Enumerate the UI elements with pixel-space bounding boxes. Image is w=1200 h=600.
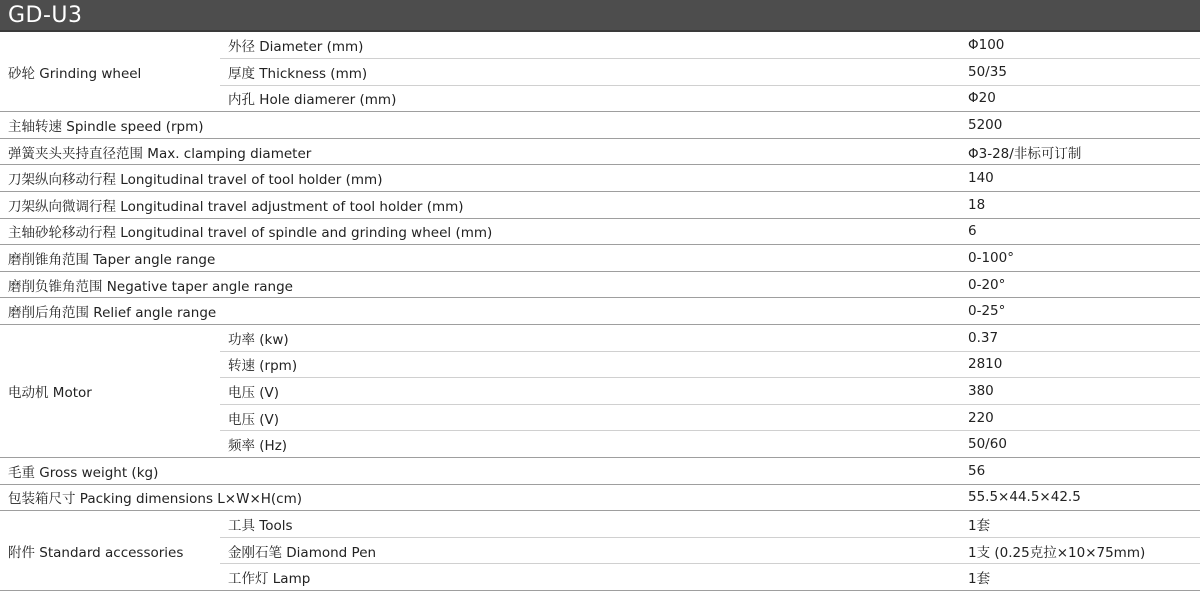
spec-name: 金刚石笔 Diamond Pen [220,537,968,564]
group-label-motor: 电动机 Motor [0,325,220,458]
spec-value: 2810 [968,351,1200,378]
spec-label: 磨削负锥角范围 Negative taper angle range [0,271,968,298]
table-row [0,458,1200,485]
table-row [0,511,1200,538]
spec-value: 0.37 [968,325,1200,352]
spec-value: 55.5×44.5×42.5 [968,484,1200,511]
spec-value: 0-20° [968,271,1200,298]
spec-label: 刀架纵向微调行程 Longitudinal travel adjustment of tool holder (mm) [0,192,968,219]
table-row [0,484,1200,511]
spec-name: 工作灯 Lamp [220,564,968,591]
table-row [0,192,1200,219]
spec-value: 0-25° [968,298,1200,325]
spec-value: 1套 [968,511,1200,538]
spec-label: 包装箱尺寸 Packing dimensions L×W×H(cm) [0,484,968,511]
table-row [0,165,1200,192]
page-title: GD-U3 [8,2,83,28]
table-row [0,271,1200,298]
spec-name: 电压 (V) [220,378,968,405]
page-title-bar [0,0,1200,32]
spec-name: 内孔 Hole diamerer (mm) [220,85,968,112]
spec-name: 转速 (rpm) [220,351,968,378]
spec-value: 380 [968,378,1200,405]
spec-name: 频率 (Hz) [220,431,968,458]
spec-label: 刀架纵向移动行程 Longitudinal travel of tool holder (mm) [0,165,968,192]
spec-value: 140 [968,165,1200,192]
spec-value: 1支 (0.25克拉×10×75mm) [968,537,1200,564]
table-row [0,32,1200,59]
spec-label: 毛重 Gross weight (kg) [0,458,968,485]
spec-value: Φ3-28/非标可订制 [968,138,1200,165]
spec-value: 18 [968,192,1200,219]
table-row [0,112,1200,139]
spec-name: 功率 (kw) [220,325,968,352]
spec-value: 56 [968,458,1200,485]
spec-value: 0-100° [968,245,1200,272]
spec-value: 50/60 [968,431,1200,458]
spec-label: 弹簧夹头夹持直径范围 Max. clamping diameter [0,138,968,165]
spec-value: 50/35 [968,59,1200,86]
spec-value: 1套 [968,564,1200,591]
group-label-accessories: 附件 Standard accessories [0,511,220,591]
table-row [0,218,1200,245]
spec-name: 厚度 Thickness (mm) [220,59,968,86]
spec-name: 电压 (V) [220,404,968,431]
spec-value: 6 [968,218,1200,245]
spec-table [0,32,1200,591]
spec-value: Φ100 [968,32,1200,59]
spec-value: Φ20 [968,85,1200,112]
spec-name: 工具 Tools [220,511,968,538]
group-label-grinding-wheel: 砂轮 Grinding wheel [0,32,220,112]
table-row [0,138,1200,165]
spec-value: 220 [968,404,1200,431]
table-row [0,245,1200,272]
spec-label: 磨削后角范围 Relief angle range [0,298,968,325]
table-row [0,298,1200,325]
spec-label: 主轴砂轮移动行程 Longitudinal travel of spindle and grinding wheel (mm) [0,218,968,245]
spec-label: 主轴转速 Spindle speed (rpm) [0,112,968,139]
spec-name: 外径 Diameter (mm) [220,32,968,59]
table-row [0,325,1200,352]
spec-label: 磨削锥角范围 Taper angle range [0,245,968,272]
spec-value: 5200 [968,112,1200,139]
